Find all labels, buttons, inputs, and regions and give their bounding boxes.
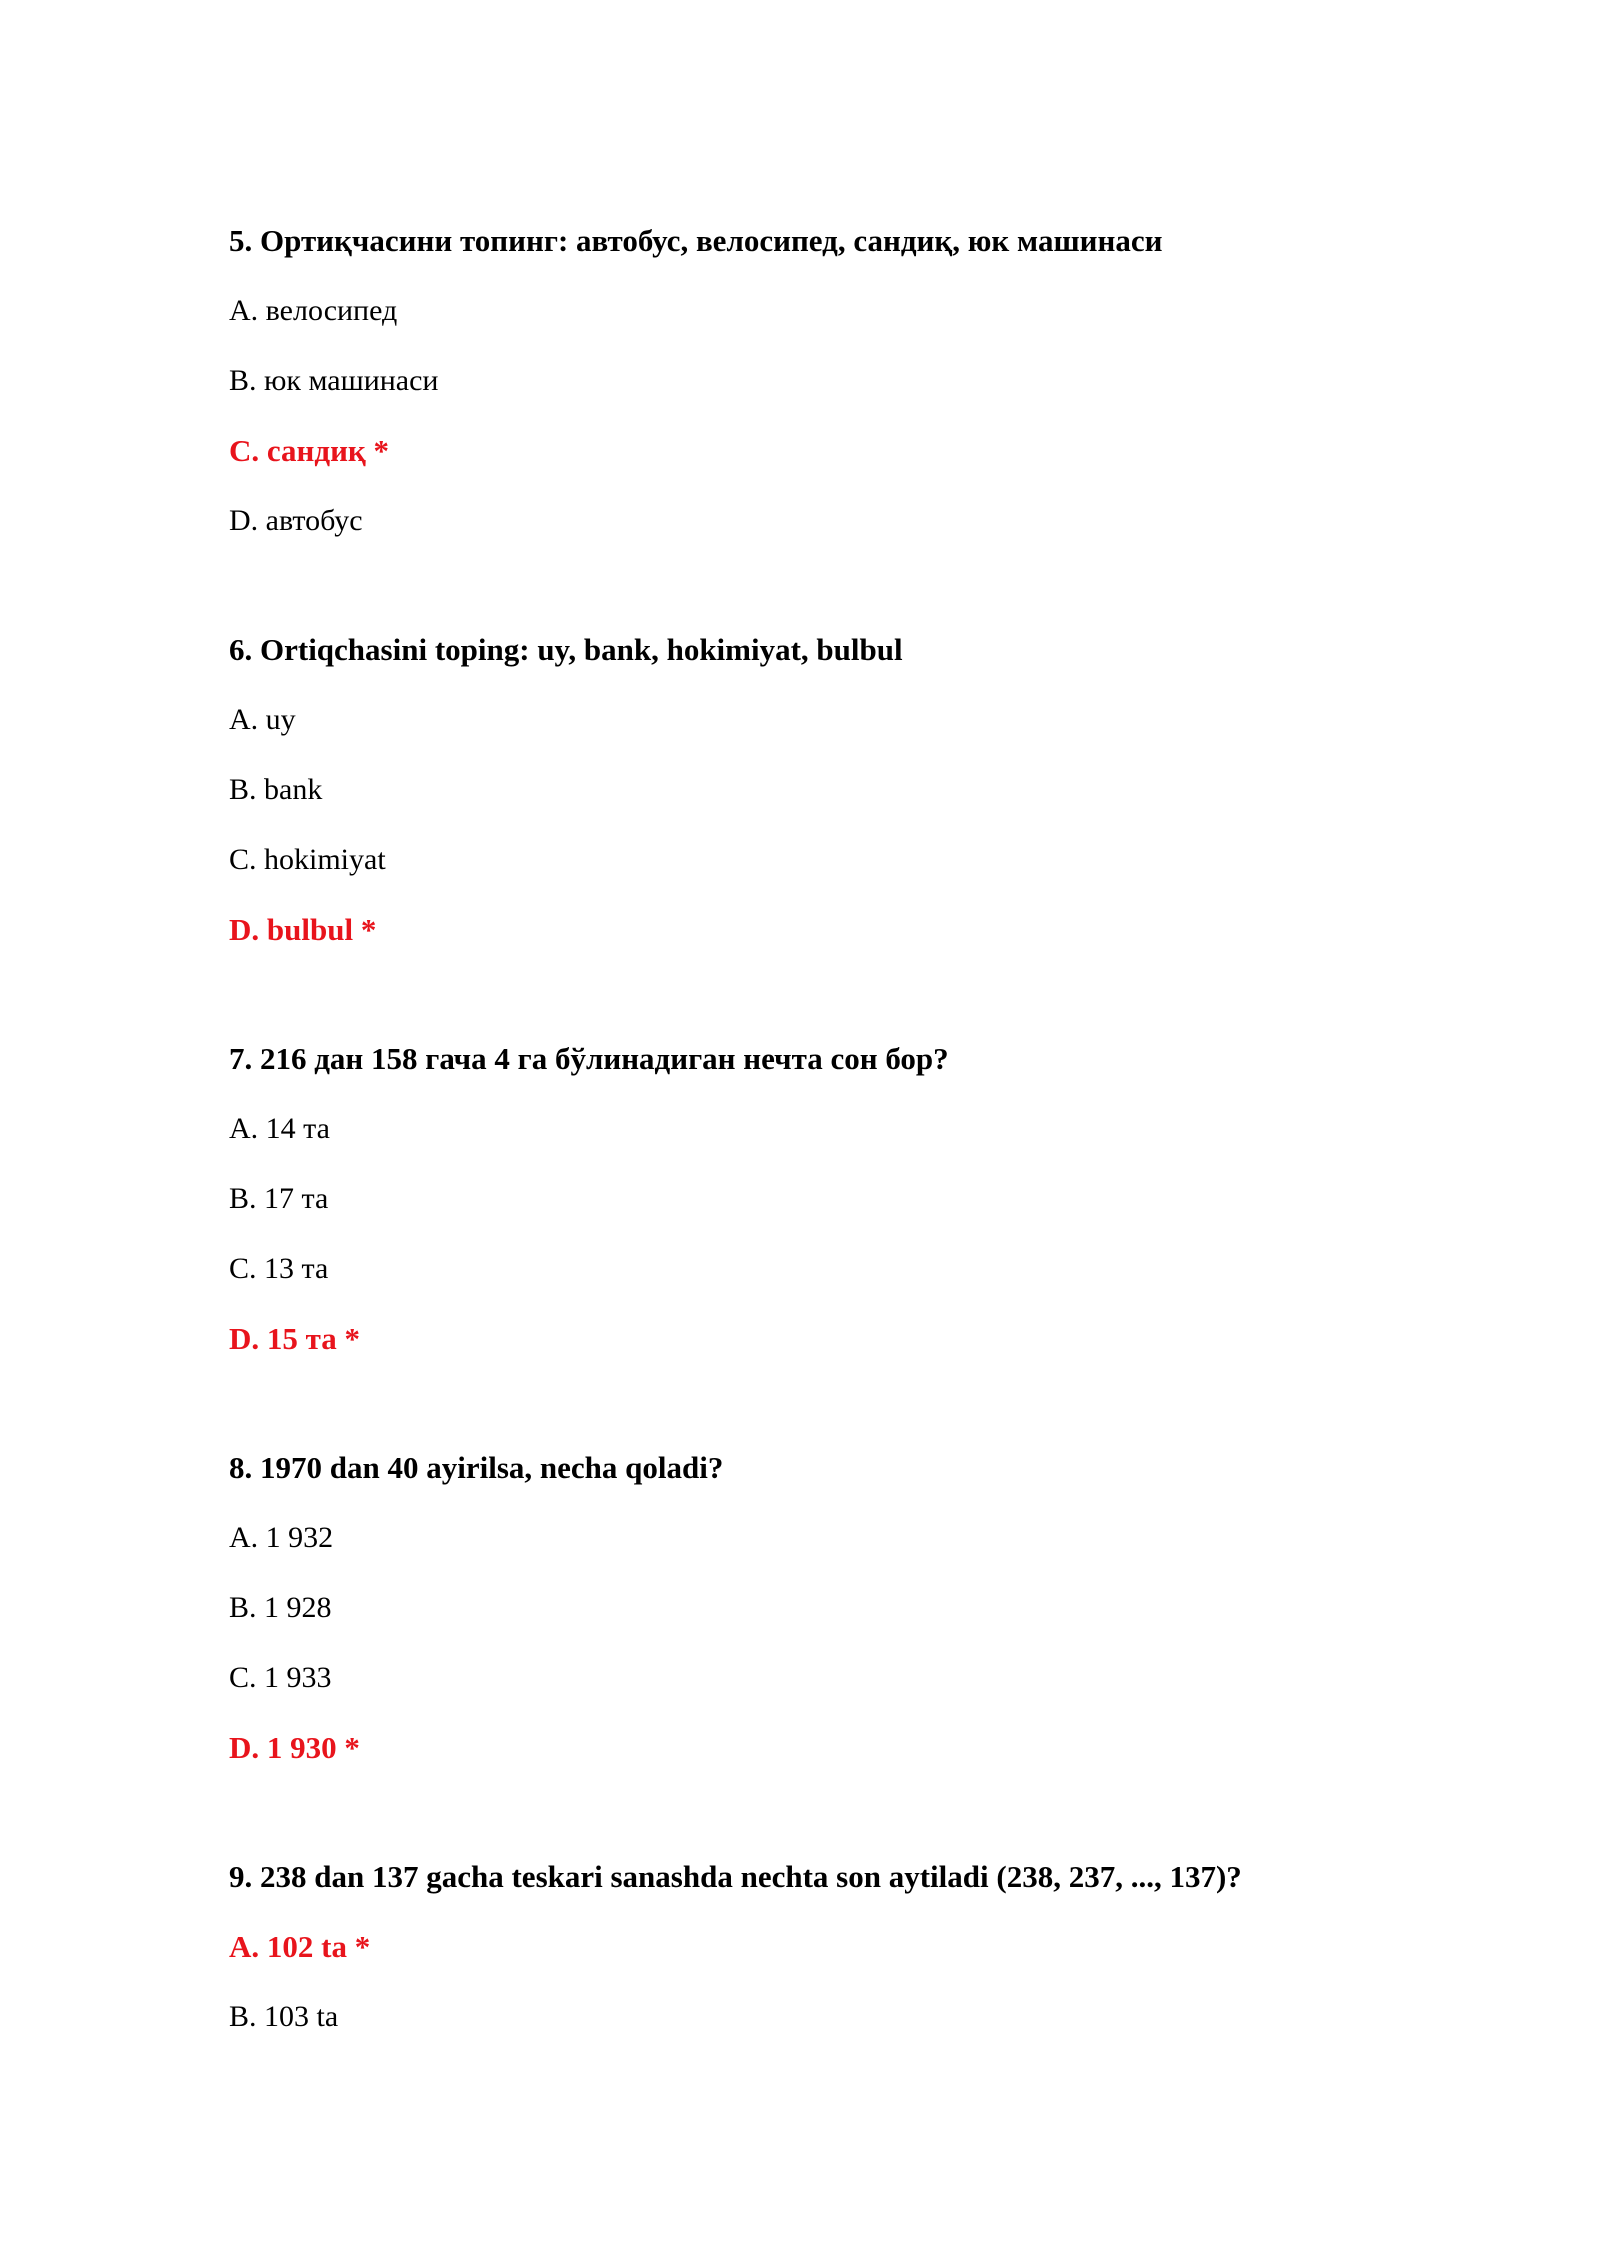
option-a: A. uy [229, 703, 296, 736]
question-title: 9. 238 dan 137 gacha teskari sanashda nechta son aytiladi (238, 237, ..., 137)? [229, 1859, 1242, 1894]
option-a: A. 14 та [229, 1112, 330, 1145]
option-b: B. 17 та [229, 1182, 329, 1215]
option-c-correct-answer: C. сандиқ * [229, 433, 390, 468]
option-b: B. юк машинаси [229, 364, 439, 397]
option-a-correct-answer: A. 102 ta * [229, 1929, 371, 1964]
option-d-correct-answer: D. 15 та * [229, 1321, 360, 1356]
option-a: A. 1 932 [229, 1521, 334, 1554]
option-d-correct-answer: D. 1 930 * [229, 1730, 360, 1765]
question-7 [229, 1024, 1369, 1374]
option-b: B. 1 928 [229, 1591, 332, 1624]
option-d-correct-answer: D. bulbul * [229, 912, 377, 947]
option-c: C. 1 933 [229, 1661, 332, 1694]
option-a: A. велосипед [229, 294, 398, 327]
question-6 [229, 615, 1369, 965]
question-title: 7. 216 дан 158 гача 4 га бўлинадиган нечта сон бор? [229, 1041, 949, 1076]
option-c: C. 13 та [229, 1252, 329, 1285]
document-page [229, 206, 1369, 2052]
option-d: D. автобус [229, 504, 363, 537]
question-5 [229, 206, 1369, 556]
question-8 [229, 1433, 1369, 1783]
option-c: C. hokimiyat [229, 843, 386, 876]
option-b: B. 103 ta [229, 2000, 339, 2033]
question-title: 6. Ortiqchasini toping: uy, bank, hokimiyat, bulbul [229, 632, 903, 667]
option-b: B. bank [229, 773, 323, 806]
question-9 [229, 1842, 1369, 2052]
question-title: 5. Ортиқчасини топинг: автобус, велосипед, сандиқ, юк машинаси [229, 223, 1163, 258]
question-title: 8. 1970 dan 40 ayirilsa, necha qoladi? [229, 1450, 724, 1485]
